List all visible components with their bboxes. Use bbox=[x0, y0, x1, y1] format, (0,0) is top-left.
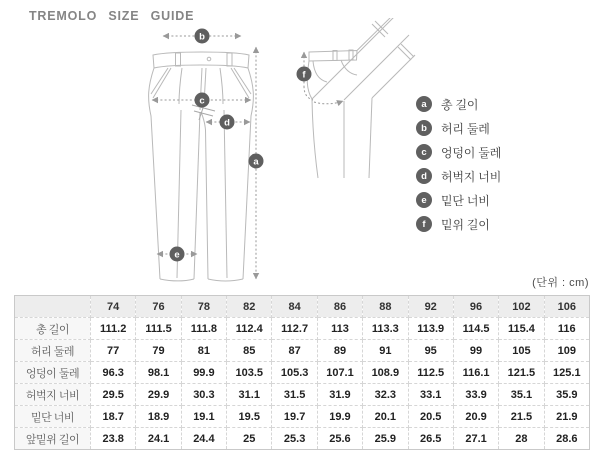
size-value-cell: 91 bbox=[363, 340, 408, 362]
row-label: 앞밑위 길이 bbox=[15, 428, 91, 450]
legend-label: 엉덩이 둘레 bbox=[441, 145, 502, 160]
size-value-cell: 20.9 bbox=[453, 406, 498, 428]
legend-item-c bbox=[416, 140, 501, 164]
size-value-cell: 28 bbox=[499, 428, 544, 450]
legend-badge-a: a bbox=[416, 96, 432, 112]
leg-left-edge bbox=[312, 99, 318, 178]
size-value-cell: 35.1 bbox=[499, 384, 544, 406]
svg-text:a: a bbox=[253, 156, 259, 168]
marker-c bbox=[195, 93, 210, 108]
size-value-cell: 23.8 bbox=[91, 428, 136, 450]
table-row bbox=[15, 318, 590, 340]
size-value-cell: 85 bbox=[227, 340, 272, 362]
right-inseam bbox=[201, 112, 208, 279]
size-value-cell: 111.8 bbox=[181, 318, 226, 340]
belt-loop bbox=[176, 53, 181, 66]
table-row bbox=[15, 340, 590, 362]
size-column-header: 102 bbox=[499, 296, 544, 318]
svg-text:e: e bbox=[174, 249, 180, 261]
size-value-cell: 112.7 bbox=[272, 318, 317, 340]
size-column-header: 76 bbox=[136, 296, 181, 318]
legend-item-b bbox=[416, 116, 501, 140]
legend-badge-c: c bbox=[416, 144, 432, 160]
size-value-cell: 99 bbox=[453, 340, 498, 362]
right-crease bbox=[224, 110, 227, 278]
row-label: 총 길이 bbox=[15, 318, 91, 340]
legend bbox=[416, 92, 501, 236]
size-value-cell: 121.5 bbox=[499, 362, 544, 384]
size-value-cell: 114.5 bbox=[453, 318, 498, 340]
size-column-header: 78 bbox=[181, 296, 226, 318]
svg-text:c: c bbox=[199, 95, 205, 107]
row-label: 엉덩이 둘레 bbox=[15, 362, 91, 384]
size-value-cell: 21.5 bbox=[499, 406, 544, 428]
table-corner-cell bbox=[15, 296, 91, 318]
legend-label: 총 길이 bbox=[441, 97, 479, 112]
marker-b bbox=[195, 29, 210, 44]
size-value-cell: 108.9 bbox=[363, 362, 408, 384]
size-value-cell: 19.1 bbox=[181, 406, 226, 428]
size-value-cell: 25.6 bbox=[317, 428, 362, 450]
legend-label: 밑단 너비 bbox=[441, 193, 490, 208]
legend-label: 허리 둘레 bbox=[441, 121, 490, 136]
table-row bbox=[15, 428, 590, 450]
table-row bbox=[15, 384, 590, 406]
size-value-cell: 30.3 bbox=[181, 384, 226, 406]
size-value-cell: 112.4 bbox=[227, 318, 272, 340]
size-column-header: 86 bbox=[317, 296, 362, 318]
size-value-cell: 87 bbox=[272, 340, 317, 362]
size-column-header: 74 bbox=[91, 296, 136, 318]
middle-leg-seam bbox=[344, 35, 409, 100]
legend-badge-e: e bbox=[416, 192, 432, 208]
size-value-cell: 113.9 bbox=[408, 318, 453, 340]
size-column-header: 88 bbox=[363, 296, 408, 318]
svg-text:f: f bbox=[302, 69, 306, 81]
belt-loop bbox=[333, 51, 337, 61]
legend-item-a bbox=[416, 92, 501, 116]
left-hem bbox=[160, 279, 194, 281]
size-value-cell: 18.9 bbox=[136, 406, 181, 428]
pants-front-view bbox=[149, 52, 254, 281]
size-value-cell: 113 bbox=[317, 318, 362, 340]
size-value-cell: 31.9 bbox=[317, 384, 362, 406]
size-value-cell: 31.5 bbox=[272, 384, 317, 406]
left-outseam bbox=[149, 68, 160, 279]
pants-measurement-diagram bbox=[130, 18, 440, 290]
size-value-cell: 33.9 bbox=[453, 384, 498, 406]
size-value-cell: 24.4 bbox=[181, 428, 226, 450]
size-value-cell: 24.1 bbox=[136, 428, 181, 450]
far-leg-hem-mark bbox=[372, 21, 388, 37]
unit-label: (단위 : cm) bbox=[532, 277, 589, 289]
diagram-markers bbox=[170, 29, 312, 262]
page-title: TREMOLO SIZE GUIDE bbox=[29, 9, 195, 23]
size-value-cell: 89 bbox=[317, 340, 362, 362]
size-value-cell: 19.5 bbox=[227, 406, 272, 428]
belt-loop bbox=[227, 53, 232, 66]
size-value-cell: 18.7 bbox=[91, 406, 136, 428]
marker-d bbox=[220, 115, 235, 130]
size-value-cell: 79 bbox=[136, 340, 181, 362]
row-label: 허리 둘레 bbox=[15, 340, 91, 362]
size-value-cell: 95 bbox=[408, 340, 453, 362]
leg-right-edge bbox=[369, 98, 372, 178]
table-row bbox=[15, 362, 590, 384]
lower-leg-right-edge bbox=[372, 55, 415, 98]
size-value-cell: 27.1 bbox=[453, 428, 498, 450]
table-row bbox=[15, 406, 590, 428]
size-column-header: 92 bbox=[408, 296, 453, 318]
size-column-header: 84 bbox=[272, 296, 317, 318]
pleat-line bbox=[179, 68, 182, 104]
size-value-cell: 28.6 bbox=[544, 428, 589, 450]
left-pocket bbox=[151, 68, 171, 98]
size-value-cell: 29.5 bbox=[91, 384, 136, 406]
legend-label: 허벅지 너비 bbox=[441, 169, 502, 184]
right-pocket bbox=[231, 68, 251, 98]
size-value-cell: 116 bbox=[544, 318, 589, 340]
size-value-cell: 77 bbox=[91, 340, 136, 362]
legend-badge-d: d bbox=[416, 168, 432, 184]
row-label: 밑단 너비 bbox=[15, 406, 91, 428]
svg-text:b: b bbox=[199, 31, 205, 43]
right-hem bbox=[208, 279, 243, 281]
size-column-header: 96 bbox=[453, 296, 498, 318]
size-value-cell: 103.5 bbox=[227, 362, 272, 384]
size-value-cell: 125.1 bbox=[544, 362, 589, 384]
size-value-cell: 98.1 bbox=[136, 362, 181, 384]
dim-line-f-crotch-curve bbox=[314, 101, 343, 104]
size-value-cell: 29.9 bbox=[136, 384, 181, 406]
svg-text:d: d bbox=[224, 117, 230, 129]
size-value-cell: 81 bbox=[181, 340, 226, 362]
dimension-lines bbox=[152, 36, 343, 279]
size-value-cell: 112.5 bbox=[408, 362, 453, 384]
size-value-cell: 99.9 bbox=[181, 362, 226, 384]
size-value-cell: 19.9 bbox=[317, 406, 362, 428]
marker-f bbox=[297, 67, 312, 82]
size-value-cell: 33.1 bbox=[408, 384, 453, 406]
size-value-cell: 107.1 bbox=[317, 362, 362, 384]
size-table bbox=[14, 295, 590, 450]
size-column-header: 106 bbox=[544, 296, 589, 318]
size-value-cell: 35.9 bbox=[544, 384, 589, 406]
size-value-cell: 20.1 bbox=[363, 406, 408, 428]
size-value-cell: 115.4 bbox=[499, 318, 544, 340]
size-value-cell: 26.5 bbox=[408, 428, 453, 450]
marker-e bbox=[170, 247, 185, 262]
size-table-container bbox=[14, 295, 590, 450]
pocket-curve bbox=[313, 61, 327, 82]
size-value-cell: 25 bbox=[227, 428, 272, 450]
size-value-cell: 25.3 bbox=[272, 428, 317, 450]
size-value-cell: 105 bbox=[499, 340, 544, 362]
legend-badge-f: f bbox=[416, 216, 432, 232]
size-value-cell: 31.1 bbox=[227, 384, 272, 406]
pleat-line bbox=[220, 68, 223, 104]
legend-item-d bbox=[416, 164, 501, 188]
size-table-body bbox=[15, 318, 590, 450]
size-value-cell: 19.7 bbox=[272, 406, 317, 428]
size-value-cell: 116.1 bbox=[453, 362, 498, 384]
size-value-cell: 21.9 bbox=[544, 406, 589, 428]
waist-button bbox=[207, 57, 211, 61]
marker-a bbox=[249, 154, 264, 169]
size-value-cell: 111.2 bbox=[91, 318, 136, 340]
size-value-cell: 25.9 bbox=[363, 428, 408, 450]
size-value-cell: 105.3 bbox=[272, 362, 317, 384]
size-value-cell: 111.5 bbox=[136, 318, 181, 340]
size-value-cell: 32.3 bbox=[363, 384, 408, 406]
size-value-cell: 113.3 bbox=[363, 318, 408, 340]
pants-side-rise-view bbox=[307, 18, 415, 178]
waistband bbox=[153, 52, 249, 68]
size-value-cell: 96.3 bbox=[91, 362, 136, 384]
legend-item-e bbox=[416, 188, 501, 212]
near-leg-hem-mark bbox=[398, 44, 414, 60]
size-column-header: 82 bbox=[227, 296, 272, 318]
legend-label: 밑위 길이 bbox=[441, 217, 490, 232]
legend-badge-b: b bbox=[416, 120, 432, 136]
size-table-header-row bbox=[15, 296, 590, 318]
legend-item-f bbox=[416, 212, 501, 236]
row-label: 허벅지 너비 bbox=[15, 384, 91, 406]
size-value-cell: 20.5 bbox=[408, 406, 453, 428]
size-value-cell: 109 bbox=[544, 340, 589, 362]
